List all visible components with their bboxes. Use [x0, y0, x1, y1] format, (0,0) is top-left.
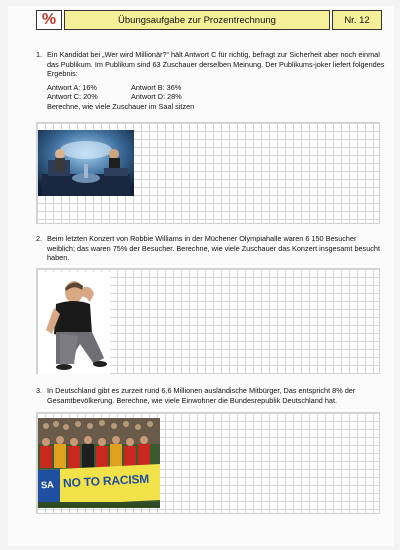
concert-artist-photo: [38, 272, 110, 374]
answer-a: Antwort A: 16%: [47, 82, 97, 92]
task-2: [36, 234, 386, 263]
task-2-number: 2.: [36, 234, 43, 243]
worksheet-title: Übungsaufgabe zur Prozentrechnung: [64, 10, 330, 30]
banner-text: NO TO RACISM: [62, 471, 150, 491]
task-1-text: Ein Kandidat bei „Wer wird Millionär?“ hält Antwort C für richtig, befragt zur Sicherheit aber noch einmal das Publikum. Im Publikum sind 63 Zuschauer derselben Meinung. Der Publikums-joker liefert folgendes Ergebnis:: [47, 50, 385, 79]
quiz-show-photo: [38, 130, 134, 196]
task-3: [36, 386, 386, 405]
task-1-question: Berechne, wie viele Zuschauer im Saal sitzen: [47, 101, 195, 111]
task-1-number: 1.: [36, 50, 43, 59]
answer-b: Antwort B: 36%: [131, 82, 182, 92]
banner-fragment: SA: [40, 479, 54, 492]
answer-d: Antwort D: 28%: [131, 92, 182, 102]
task-2-text: Beim letzten Konzert von Robbie Williams in der Müchener Olympiahalle waren 6 150 Besucher weiblich; das waren 75% der Besucher. Berechne, wie viele Zuschauer das Konzert insgesamt besucht haben.: [47, 234, 380, 263]
answer-c: Antwort C: 20%: [47, 92, 98, 102]
worksheet-number: Nr. 12: [332, 10, 382, 30]
task-3-number: 3.: [36, 386, 43, 395]
percent-icon: %: [36, 10, 62, 30]
team-banner-photo: [38, 418, 160, 508]
task-3-text: In Deutschland gibt es zurzeit rund 6,6 Millionen ausländische Mitbürger, Das entspricht 8% der Gesamtbevölkerung. Berechne, wie viele Einwohner die Bundesrepublik Deutschland hat.: [47, 386, 356, 405]
task-1: [36, 50, 388, 112]
answer-list: [47, 83, 388, 102]
